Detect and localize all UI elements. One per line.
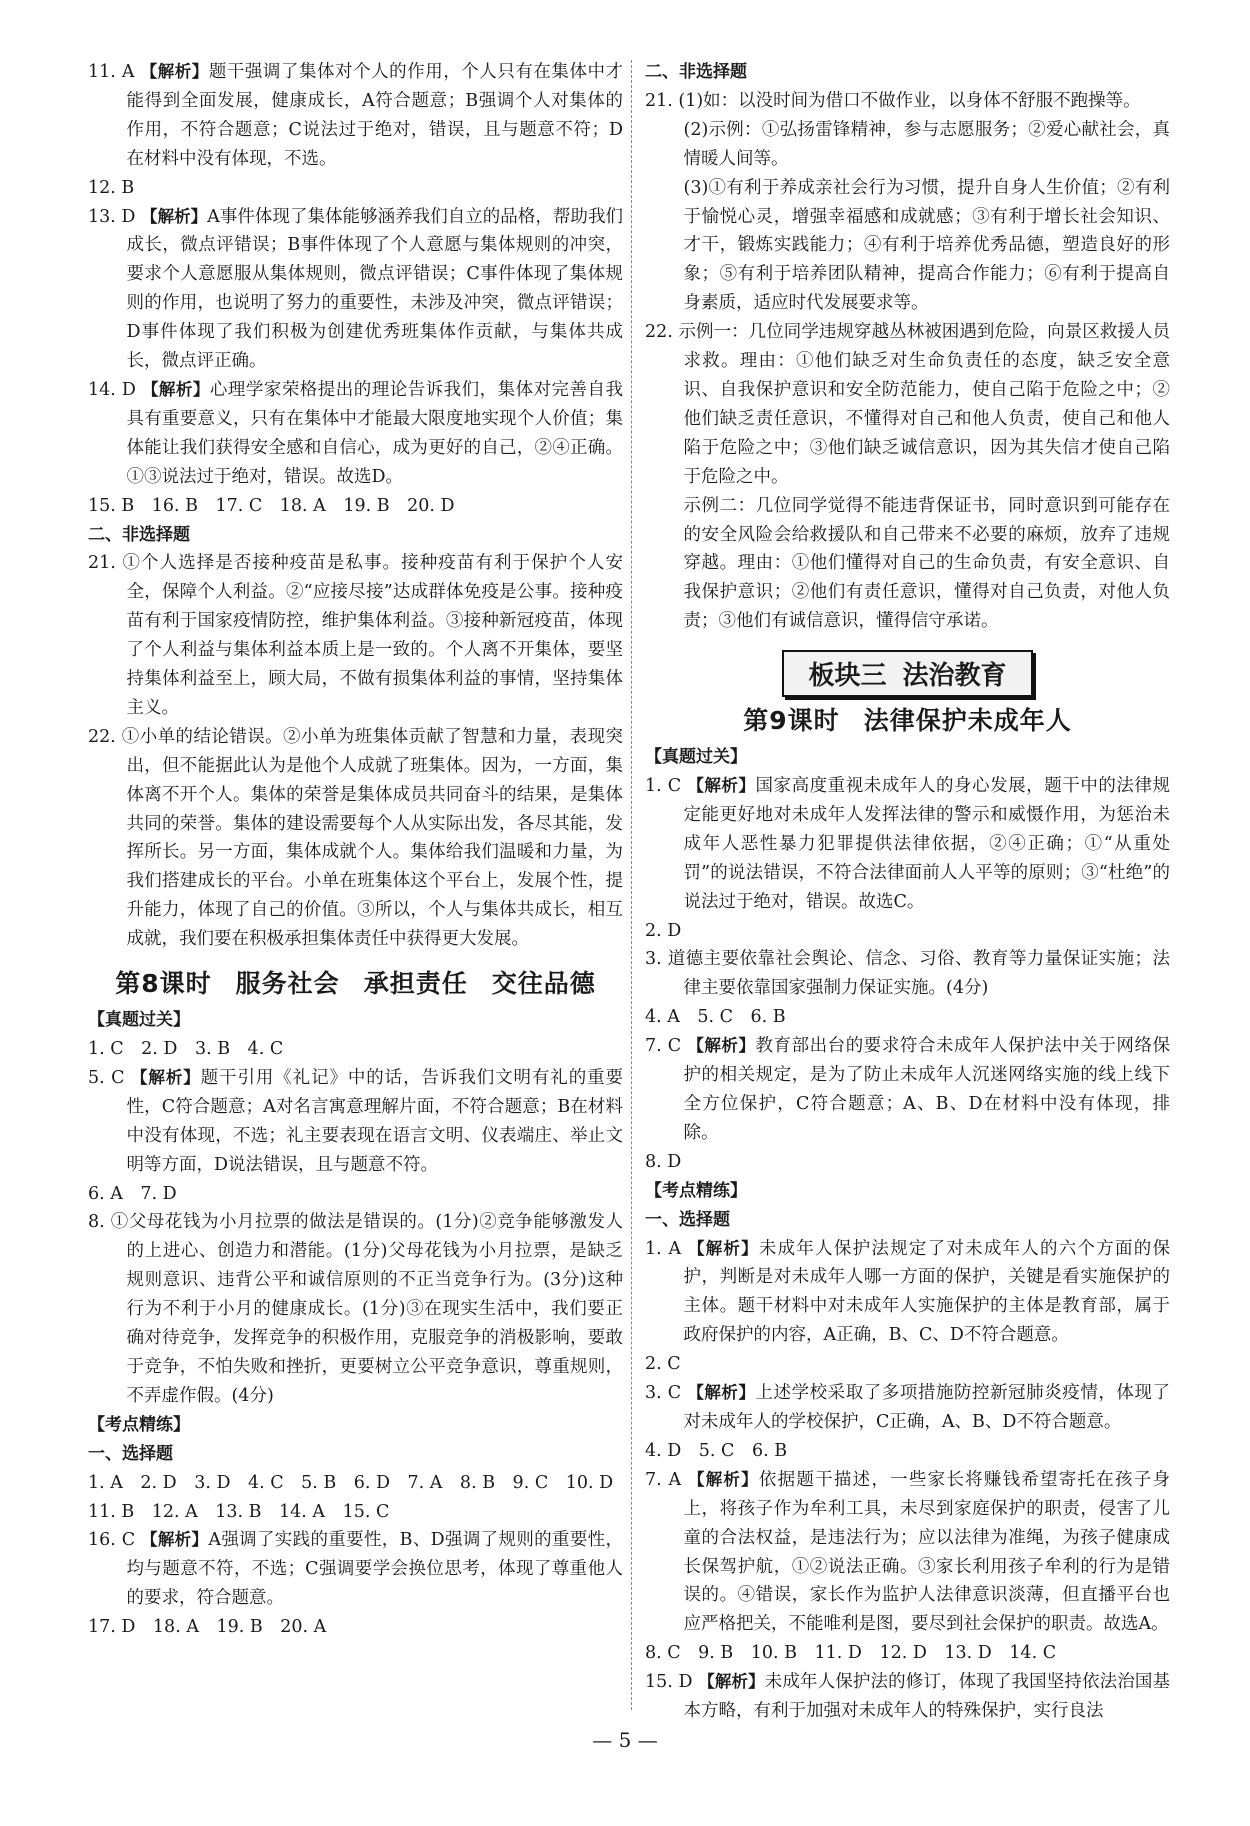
zhenti-answers-1-4: 1. C 2. D 3. B 4. C (88, 1039, 284, 1059)
kaodian-answer-15: 15. D 【解析】未成年人保护法的修订，体现了我国坚持依法治国基本方略，有利于加强对未成年人的特殊保护，实行良法 (645, 1672, 1170, 1722)
zhenti-answers-6-7: 6. A 7. D (88, 1183, 177, 1204)
lesson-9-name: 法律保护未成年人 (863, 706, 1072, 736)
answer-22-example-1: 22. 示例一：几位同学违规穿越丛林被困遇到危险，向景区救援人员求救。理由：①他们缺乏对生命负责任的态度，缺乏安全意识、自我保护意识和安全防范能力，使自己陷于危险之中；②他们缺乏责任意识，不懂得对自己和他人负责，使自己和他人陷于危险之中；③他们缺乏诚信意识，因为其失信才使自己陷于危险之中。 (645, 322, 1170, 487)
zhenti-answer-2: 2. D (645, 920, 682, 941)
answer-21: 21. ①个人选择是否接种疫苗是私事。接种疫苗有利于保护个人安全，保障个人利益。②“应接尽接”达成群体免疫是公事。接种疫苗有利于国家疫情防控，维护集体利益。③接种新冠疫苗，体现了个人利益与集体利益本质上是一致的。个人离不开集体，要坚持集体利益至上，顾大局，不做有损集体利益的事情，坚持集体主义。 (88, 553, 623, 718)
kaodian-answers-17-20: 17. D 18. A 19. B 20. A (88, 1617, 327, 1638)
zhenti-answers-4-6: 4. A 5. C 6. B (645, 1007, 786, 1028)
analysis-tag: 【解析】 (131, 1067, 201, 1087)
answer-22: 22. ①小单的结论错误。②小单为班集体贡献了智慧和力量，表现突出，但不能据此认为是他个人成就了班集体。因为，一方面，集体离不开个人。集体的荣誉是集体成员共同奋斗的结果，是集体共同的荣誉。集体的建设需要每个人从实际出发，各尽其能，发挥所长。另一方面，集体成就个人。集体给我们温暖和力量，为我们搭建成长的平台。小单在班集体这个平台上，发展个性，提升能力，体现了自己的价值。③所以，个人与集体共成长，相互成就，我们要在积极承担集体责任中获得更大发展。 (88, 726, 623, 950)
zhenti-answer-1: 1. C 【解析】国家高度重视未成年人的身心发展，题干中的法律规定能更好地对未成年人发挥法律的警示和威慑作用，为惩治未成年人恶性暴力犯罪提供法律依据，②④正确；①“从重处罚”的说法错误，不符合法律面前人人平等的原则；③“杜绝”的说法过于绝对，错误。故选C。 (645, 776, 1171, 912)
zhenti-answer-7: 7. C 【解析】教育部出台的要求符合未成年人保护法中关于网络保护的相关规定，是为了防止未成年人沉迷网络实施的线上线下全方位保护，C符合题意；A、B、D在材料中没有体现，排除。 (645, 1036, 1171, 1143)
kaodian-answers-8-14: 8. C 9. B 10. B 11. D 12. D 13. D 14. C (645, 1643, 1057, 1664)
answer-12: 12. B (88, 177, 135, 198)
left-column (88, 58, 623, 1642)
answer-21-part-1: 21. (1)如：以没时间为借口不做作业，以身体不舒服不跑操等。 (645, 90, 1141, 111)
analysis-tag: 【解析】 (141, 206, 208, 226)
page-number: — 5 — (592, 1728, 658, 1752)
zhenti-answer-3: 3. 道德主要依靠社会舆论、信念、习俗、教育等力量保证实施；法律主要依靠国家强制力保证实施。(4分) (645, 949, 1170, 999)
board-heading (645, 650, 1170, 697)
analysis-tag: 【解析】 (141, 379, 210, 399)
answer-11: 11. A 【解析】题干强调了集体对个人的作用，个人只有在集体中才能得到全面发展，健康成长，A符合题意；B强调个人对集体的作用，不符合题意；C说法过于绝对，错误，且与题意不符；D在材料中没有体现，不选。 (88, 62, 624, 169)
section-heading-non-choice: 二、非选择题 (88, 524, 190, 545)
kaodian-heading: 【考点精练】 (88, 1414, 190, 1435)
kaodian-answers-4-6: 4. D 5. C 6. B (645, 1440, 788, 1461)
analysis-tag: 【解析】 (698, 1672, 765, 1692)
column-divider (631, 60, 632, 1710)
zhenti-answer-8: 8. D (645, 1151, 682, 1172)
analysis-tag: 【解析】 (687, 1238, 759, 1258)
analysis-tag: 【解析】 (140, 62, 209, 81)
kaodian-answer-16: 16. C 【解析】A强调了实践的重要性，B、D强调了规则的重要性，均与题意不符，不选；C强调要学会换位思考，体现了尊重他人的要求，符合题意。 (88, 1530, 623, 1609)
section-heading-non-choice: 二、非选择题 (645, 62, 747, 82)
analysis-tag: 【解析】 (687, 1383, 756, 1403)
lesson-8-part-2: 承担责任 (363, 969, 468, 999)
lesson-8-title (88, 964, 623, 1000)
right-column (645, 58, 1170, 1726)
lesson-8-part-1: 服务社会 (235, 969, 340, 999)
kaodian-answer-2: 2. C (645, 1354, 681, 1375)
kaodian-answers-1-10: 1. A 2. D 3. D 4. C 5. B 6. D 7. A 8. B 9. C 10. D (88, 1472, 614, 1493)
answer-21-part-2: (2)示例：①弘扬雷锋精神，参与志愿服务；②爱心献社会，真情暖人间等。 (683, 119, 1170, 169)
answer-21-part-3: (3)①有利于养成亲社会行为习惯，提升自身人生价值；②有利于愉悦心灵，增强幸福感和成就感；③有利于增长社会知识、才干，锻炼实践能力；④有利于培养优秀品德，塑造良好的形象；⑤有利于培养团队精神，提高合作能力；⑥有利于提高自身素质，适应时代发展要求等。 (683, 177, 1170, 314)
zhenti-heading: 【真题过关】 (88, 1010, 190, 1031)
answer-22-example-2: 示例二：几位同学觉得不能违背保证书，同时意识到可能存在的安全风险会给救援队和自己带来不必要的麻烦，放弃了违规穿越。理由：①他们懂得对自己的生命负责，有安全意识、自我保护意识；②他们有责任意识，懂得对自己负责，对他人负责；③他们有诚信意识，懂得信守承诺。 (683, 495, 1170, 632)
section-heading-choice: 一、选择题 (645, 1209, 730, 1230)
answers-15-20: 15. B 16. B 17. C 18. A 19. B 20. D (88, 495, 455, 516)
lesson-9-title (645, 701, 1170, 737)
board-title: 法治教育 (902, 661, 1007, 692)
answer-13: 13. D 【解析】A事件体现了集体能够涵养我们自立的品格，帮助我们成长，微点评错误；B事件体现了个人意愿与集体规则的冲突，要求个人意愿服从集体规则，微点评错误；C事件体现了集体规则的作用，也说明了努力的重要性，未涉及冲突，微点评错误；D事件体现了我们积极为创建优秀班集体作贡献，与集体共成长，微点评正确。 (88, 206, 623, 372)
analysis-tag: 【解析】 (687, 1469, 759, 1489)
kaodian-answer-7: 7. A 【解析】依据题干描述，一些家长将赚钱希望寄托在孩子身上，将孩子作为牟利工具，未尽到家庭保护的职责，侵害了儿童的合法权益，是违法行为；应以法律为准绳，为孩子健康成长保驾护航，①②说法正确。③家长利用孩子牟利的行为是错误的。④错误，家长作为监护人法律意识淡薄，但直播平台也应严格把关，不能唯利是图，要尽到社会保护的职责。故选A。 (645, 1469, 1171, 1635)
kaodian-answer-3: 3. C 【解析】上述学校采取了多项措施防控新冠肺炎疫情，体现了对未成年人的学校保护，C正确，A、B、D不符合题意。 (645, 1383, 1171, 1432)
board-name: 板块三 (808, 661, 887, 692)
analysis-tag: 【解析】 (687, 776, 756, 796)
kaodian-answer-1: 1. A 【解析】未成年人保护法规定了对未成年人的六个方面的保护，判断是对未成年人哪一方面的保护，关键是看实施保护的主体。题干材料中对未成年人实施保护的主体是教育部，属于政府保护的内容，A正确，B、C、D不符合题意。 (645, 1238, 1171, 1346)
kaodian-heading: 【考点精练】 (645, 1180, 747, 1201)
lesson-8-part-3: 交往品德 (491, 969, 596, 999)
kaodian-answers-11-15: 11. B 12. A 13. B 14. A 15. C (88, 1501, 390, 1522)
section-heading-choice: 一、选择题 (88, 1443, 173, 1464)
analysis-tag: 【解析】 (141, 1530, 209, 1550)
answer-14: 14. D 【解析】心理学家荣格提出的理论告诉我们，集体对完善自我具有重要意义，只有在集体中才能最大限度地实现个人价值；集体能让我们获得安全感和自信心，成为更好的自己，②④正确。①③说法过于绝对，错误。故选D。 (88, 379, 623, 487)
zhenti-heading: 【真题过关】 (645, 747, 747, 768)
lesson-8-number: 第8课时 (115, 969, 212, 999)
zhenti-answer-8: 8. ①父母花钱为小月拉票的做法是错误的。(1分)②竞争能够激发人的上进心、创造力和潜能。(1分)父母花钱为小月拉票，是缺乏规则意识、违背公平和诚信原则的不正当竞争行为。(3分)这种行为不利于小月的健康成长。(1分)③在现实生活中，我们要正确对待竞争，发挥竞争的积极作用，克服竞争的消极影响，要敢于竞争，不怕失败和挫折，更要树立公平竞争意识，尊重规则，不弄虚作假。(4分) (88, 1212, 623, 1406)
board-title-box (782, 650, 1032, 697)
zhenti-answer-5: 5. C 【解析】题干引用《礼记》中的话，告诉我们文明有礼的重要性，C符合题意；A对名言寓意理解片面，不符合题意；B在材料中没有体现，不选；礼主要表现在语言文明、仪表端庄、举止文明等方面，D说法错误，且与题意不符。 (88, 1067, 624, 1175)
analysis-tag: 【解析】 (687, 1036, 756, 1056)
lesson-9-number: 第9课时 (743, 706, 840, 736)
